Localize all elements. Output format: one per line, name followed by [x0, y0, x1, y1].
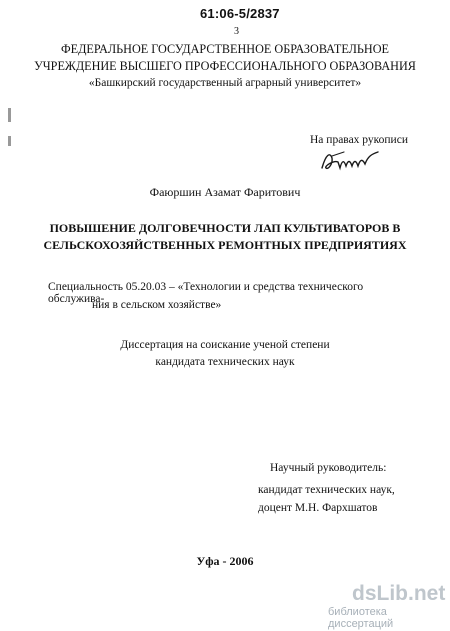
dissertation-line-2: кандидата технических наук: [155, 356, 295, 368]
scan-artifact: [8, 108, 11, 122]
author-name: Фаюршин Азамат Фаритович: [149, 185, 301, 199]
watermark-dot: .: [408, 582, 414, 605]
organization-line-1: ФЕДЕРАЛЬНОЕ ГОСУДАРСТВЕННОЕ ОБРАЗОВАТЕЛЬНОЕ: [61, 42, 389, 56]
specialty-line-2: ния в сельском хозяйстве»: [92, 299, 222, 311]
supervisor-label: Научный руководитель:: [270, 462, 387, 474]
dissertation-line-1: Диссертация на соискание ученой степени: [120, 339, 330, 351]
organization-line-2: УЧРЕЖДЕНИЕ ВЫСШЕГО ПРОФЕССИОНАЛЬНОГО ОБРАЗОВАНИЯ: [34, 59, 416, 73]
watermark-brand: dsLib: [352, 582, 408, 605]
city-year: Уфа - 2006: [196, 554, 254, 568]
specialty-line-1: Специальность 05.20.03 – «Технологии и средства технического обслужива-: [48, 281, 364, 305]
thesis-title-line-2: СЕЛЬСКОХОЗЯЙСТВЕННЫХ РЕМОНТНЫХ ПРЕДПРИЯТИЯХ: [43, 238, 407, 252]
scan-artifact: [8, 136, 11, 146]
supervisor-name: доцент М.Н. Фархшатов: [258, 502, 378, 514]
rights-note: На правах рукописи: [310, 134, 408, 146]
watermark-subtitle: библиотека диссертаций: [328, 606, 394, 630]
stamp-mark: 3: [234, 26, 239, 37]
handwritten-signature: [318, 146, 380, 176]
library-stamp: 61:06-5/2837: [200, 6, 280, 21]
watermark-logo: [352, 583, 445, 605]
supervisor-degree: кандидат технических наук,: [258, 484, 395, 496]
watermark-tld: net: [413, 582, 446, 605]
university-name: «Башкирский государственный аграрный университет»: [88, 77, 362, 89]
thesis-title-line-1: ПОВЫШЕНИЕ ДОЛГОВЕЧНОСТИ ЛАП КУЛЬТИВАТОРОВ В: [49, 221, 401, 235]
